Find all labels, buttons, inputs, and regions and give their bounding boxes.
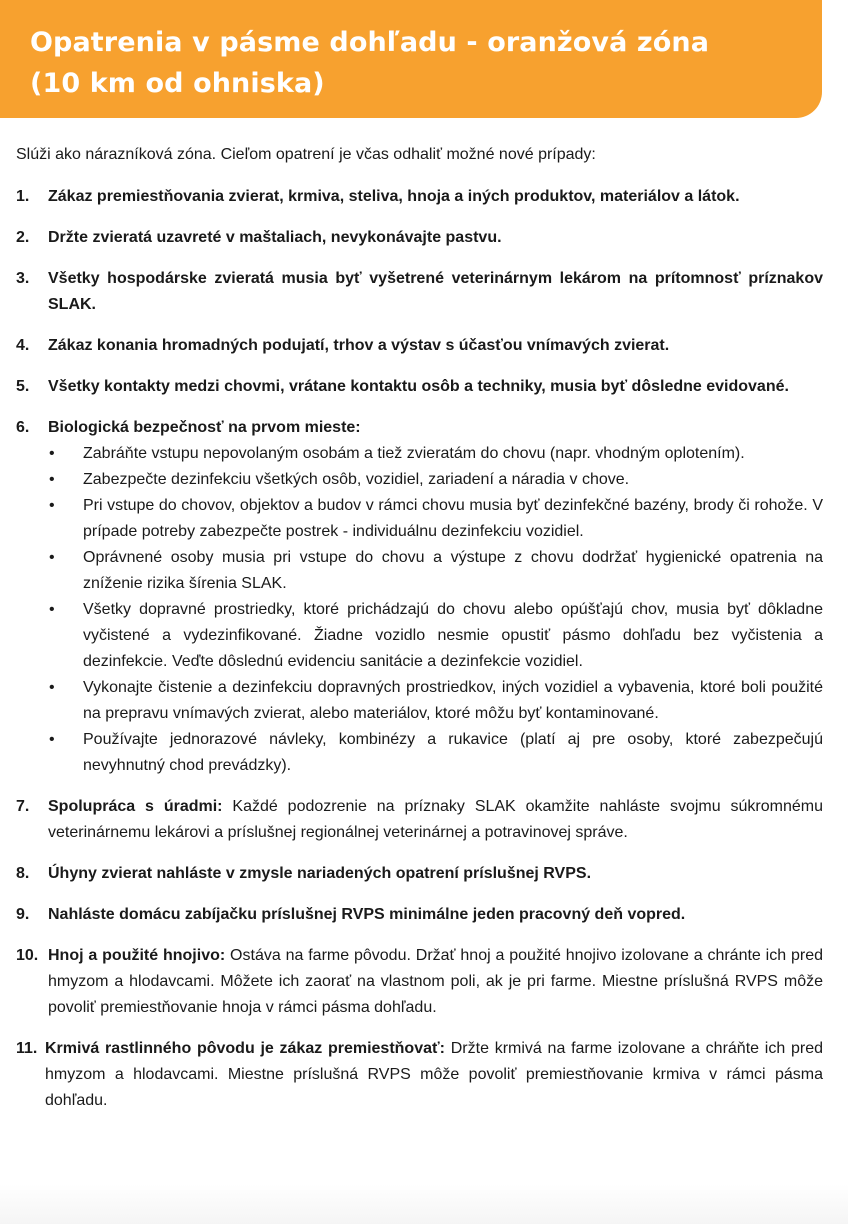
item-number: 3. — [16, 270, 30, 287]
list-item-10 — [16, 943, 823, 1021]
list-item-2 — [16, 225, 823, 251]
bullet-dot: • — [49, 549, 55, 566]
item-text: Ostáva na farme pôvodu. Držať hnoj a použité hnojivo izolovane a chránte ich pred hmyzom a hlodavcami. Môžete ich zaorať na vlastnom poli, ak je pri farme. Miestne príslušná RVPS môže povoliť premiestňovanie hnoja v rámci pásma dohľadu. — [48, 947, 824, 1016]
item-number: 10. — [16, 947, 39, 964]
list-item-7 — [16, 794, 823, 846]
bullet-item — [48, 675, 823, 727]
item-content — [48, 415, 823, 779]
bullet-item — [48, 441, 823, 467]
bullet-text: Zabráňte vstupu nepovolaným osobám a tiež zvieratám do chovu (napr. vhodným oplotením). — [83, 445, 745, 462]
bullet-item — [48, 545, 823, 597]
intro-text: Slúži ako nárazníková zóna. Cieľom opatrení je včas odhaliť možné nové prípady: — [16, 146, 596, 163]
bullet-item — [48, 727, 823, 779]
item-number: 2. — [16, 229, 30, 246]
list-item-3 — [16, 266, 823, 318]
bullet-item — [48, 597, 823, 675]
item-content — [45, 1036, 823, 1114]
bullet-item — [48, 467, 823, 493]
list-item-8 — [16, 861, 823, 887]
list-item-5 — [16, 374, 823, 400]
item-number: 5. — [16, 378, 30, 395]
title-banner — [0, 0, 822, 118]
page-bottom-fade — [0, 1184, 848, 1224]
bullet-dot: • — [49, 497, 55, 514]
biosecurity-bullets — [48, 441, 823, 779]
item-number: 1. — [16, 188, 30, 205]
title-line-1: Opatrenia v pásme dohľadu - oranžová zóna — [30, 27, 710, 58]
item-text: Držte zvieratá uzavreté v maštaliach, nevykonávajte pastvu. — [48, 229, 502, 246]
list-item-9 — [16, 902, 823, 928]
bullet-dot: • — [49, 471, 55, 488]
bullet-dot: • — [49, 445, 55, 462]
item-number: 6. — [16, 419, 30, 436]
page-title — [30, 22, 709, 104]
item-lead: Spolupráca s úradmi: — [48, 798, 223, 815]
list-item-1 — [16, 184, 823, 210]
item-text: Všetky hospodárske zvieratá musia byť vyšetrené veterinárnym lekárom na prítomnosť príznakov SLAK. — [48, 270, 823, 313]
bullet-dot: • — [49, 731, 55, 748]
item-number: 7. — [16, 798, 30, 815]
item-text: Všetky kontakty medzi chovmi, vrátane kontaktu osôb a techniky, musia byť dôsledne evidované. — [48, 378, 789, 395]
item-content — [48, 794, 823, 846]
item-text: Držte krmivá na farme izolovane a chráňte ich pred hmyzom a hlodavcami. Miestne príslušná RVPS môže povoliť premiestňovanie krmiva v rámci pásma dohľadu. — [45, 1040, 823, 1109]
title-line-2: (10 km od ohniska) — [30, 68, 325, 99]
bullet-text: Oprávnené osoby musia pri vstupe do chovu a výstupe z chovu dodržať hygienické opatrenia na zníženie rizika šírenia SLAK. — [83, 549, 823, 592]
document-body — [16, 142, 823, 1129]
item-text: Nahláste domácu zabíjačku príslušnej RVPS minimálne jeden pracovný deň vopred. — [48, 906, 686, 923]
bullet-dot: • — [49, 679, 55, 696]
bullet-text: Zabezpečte dezinfekciu všetkých osôb, vozidiel, zariadení a náradia v chove. — [83, 471, 630, 488]
bullet-text: Vykonajte čistenie a dezinfekciu dopravných prostriedkov, iných vozidiel a vybavenia, ktoré boli použité na prepravu vnímavých zvierat, alebo materiálov, ktoré môžu byť kontaminované. — [83, 679, 823, 722]
item-text: Každé podozrenie na príznaky SLAK okamžite nahláste svojmu súkromnému veterinárnemu lekárovi a príslušnej regionálnej veterinárnej a potravinovej správe. — [48, 798, 824, 841]
item-number: 11. — [16, 1040, 38, 1057]
item-text: Zákaz premiestňovania zvierat, krmiva, steliva, hnoja a iných produktov, materiálov a látok. — [48, 188, 740, 205]
item-number: 4. — [16, 337, 30, 354]
bullet-dot: • — [49, 601, 55, 618]
item-number: 8. — [16, 865, 30, 882]
bullet-text: Všetky dopravné prostriedky, ktoré prichádzajú do chovu alebo opúšťajú chov, musia byť dôkladne vyčistené a vydezinfikované. Žiadne vozidlo nesmie opustiť pásmo dohľadu bez vyčistenia a dezinfekcie. Veďte dôslednú evidenciu sanitácie a dezinfekcie vozidiel. — [83, 601, 823, 670]
item-content — [48, 943, 823, 1021]
list-item-6 — [16, 415, 823, 779]
item-text: Úhyny zvierat nahláste v zmysle nariadených opatrení príslušnej RVPS. — [48, 865, 592, 882]
bullet-text: Používajte jednorazové návleky, kombinézy a rukavice (platí aj pre osoby, ktoré zabezpečujú nevyhnutný chod prevádzky). — [83, 731, 823, 774]
item-number: 9. — [16, 906, 30, 923]
bullet-item — [48, 493, 823, 545]
list-item-4 — [16, 333, 823, 359]
bullet-text: Pri vstupe do chovov, objektov a budov v rámci chovu musia byť dezinfekčné bazény, brody či rohože. V prípade potreby zabezpečte postrek - individuálnu dezinfekciu vozidiel. — [83, 497, 823, 540]
item-lead: Krmivá rastlinného pôvodu je zákaz premiestňovať: — [45, 1040, 445, 1057]
item-text: Biologická bezpečnosť na prvom mieste: — [48, 419, 361, 436]
item-lead: Hnoj a použité hnojivo: — [48, 947, 226, 964]
list-item-11 — [16, 1036, 823, 1114]
item-text: Zákaz konania hromadných podujatí, trhov a výstav s účasťou vnímavých zvierat. — [48, 337, 670, 354]
